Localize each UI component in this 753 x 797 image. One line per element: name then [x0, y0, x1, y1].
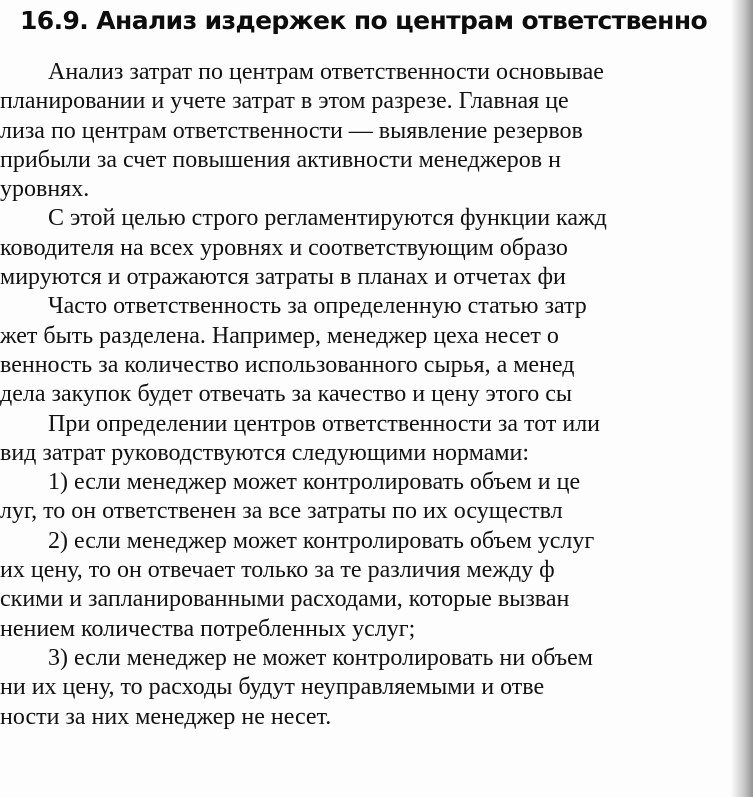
- text-line: ководителя на всех уровнях и соответствующим образо: [0, 234, 568, 261]
- text-line: скими и запланированными расходами, которые вызван: [0, 586, 570, 613]
- text-line: жет быть разделена. Например, менеджер цеха несет о: [0, 322, 559, 349]
- text-line: дела закупок будет отвечать за качество и цену этого сы: [0, 381, 572, 408]
- text-line: планировании и учете затрат в этом разрезе. Главная це: [0, 88, 569, 115]
- text-line: Часто ответственность за определенную статью затр: [48, 293, 587, 320]
- body-text: [0, 58, 753, 732]
- text-line: нением количества потребленных услуг;: [0, 615, 416, 642]
- text-line: прибыли за счет повышения активности менеджеров н: [0, 146, 561, 173]
- text-line: При определении центров ответственности за тот или: [48, 410, 601, 437]
- text-line: луг, то он ответственен за все затраты по их осуществл: [0, 498, 563, 525]
- text-line: 1) если менеджер может контролировать объем и це: [48, 469, 581, 496]
- text-line: венность за количество использованного сырья, а менед: [0, 351, 575, 378]
- text-line: их цену, то он отвечает только за те различия между ф: [0, 557, 555, 584]
- text-line: мируются и отражаются затраты в планах и отчетах фи: [0, 264, 566, 291]
- text-line: ни их цену, то расходы будут неуправляемыми и отве: [0, 674, 545, 701]
- text-line: Анализ затрат по центрам ответственности основывае: [48, 59, 604, 85]
- text-line: 2) если менеджер может контролировать объем услуг: [48, 527, 595, 554]
- section-heading: 16.9. Анализ издержек по центрам ответственно: [20, 6, 708, 35]
- text-line: 3) если менеджер не может контролировать ни объем: [48, 644, 593, 671]
- text-line: вид затрат руководствуются следующими нормами:: [0, 439, 530, 466]
- text-line: ности за них менеджер не несет.: [0, 703, 332, 730]
- text-line: С этой целью строго регламентируются функции кажд: [48, 205, 607, 232]
- text-line: уровнях.: [0, 176, 90, 203]
- text-line: лиза по центрам ответственности — выявление резервов: [0, 117, 583, 144]
